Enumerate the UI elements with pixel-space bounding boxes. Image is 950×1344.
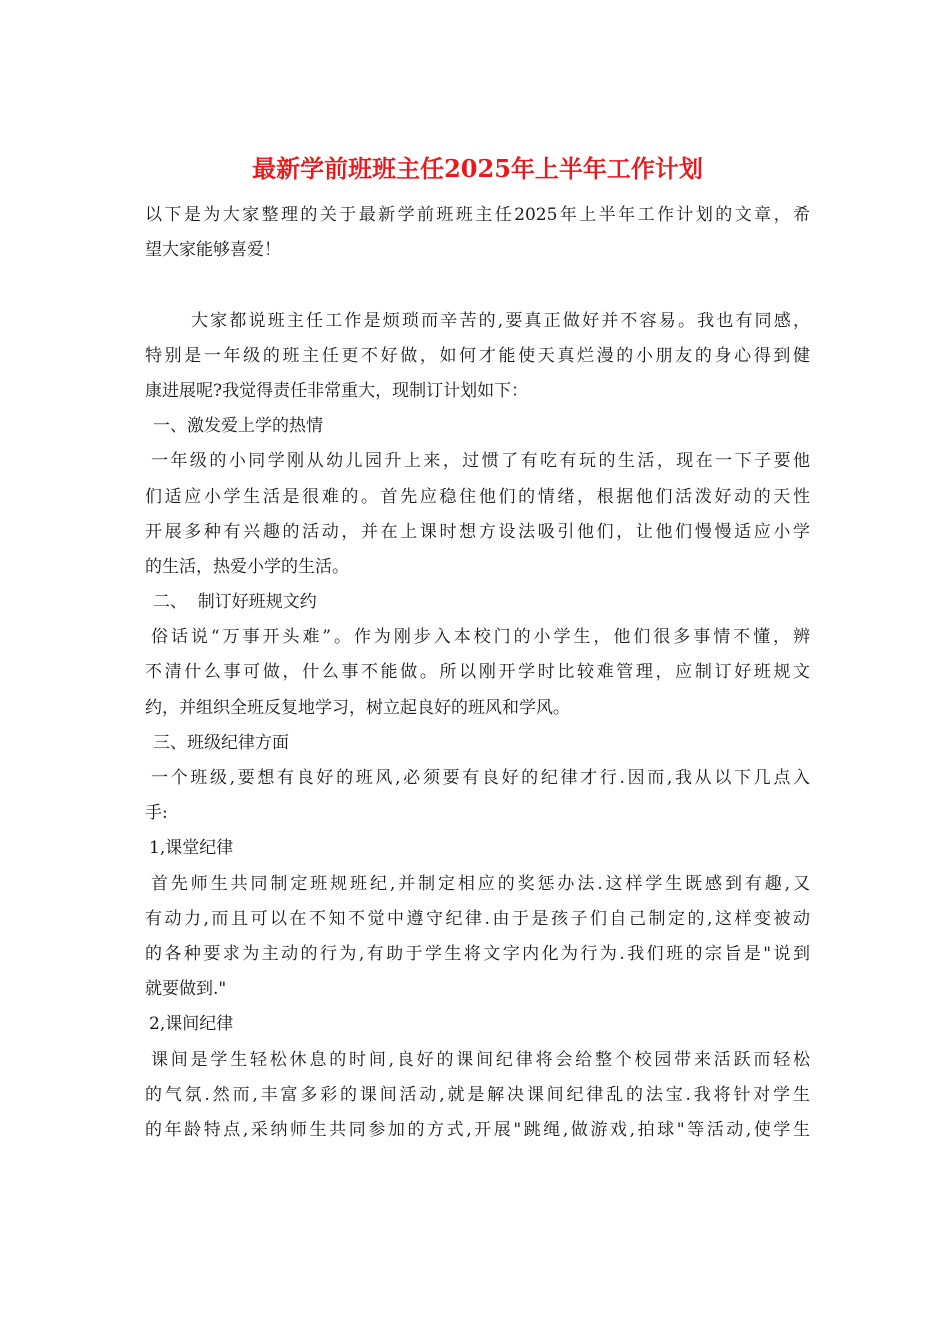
text-line: 一个班级,要想有良好的班风,必须要有良好的纪律才行.因而,我从以下几点入 (151, 768, 810, 788)
paragraph-section-1 (145, 444, 810, 585)
text-line: 们适应小学生活是很难的。首先应稳住他们的情绪，根据他们活泼好动的天性 (145, 486, 810, 507)
text-line: 俗话说“万事开头难”。作为刚步入本校门的小学生，他们很多事情不懂，辨 (151, 627, 810, 648)
paragraph-break-discipline (145, 1043, 810, 1149)
blank-line (145, 268, 810, 303)
document-title: 最新学前班班主任2025年上半年工作计划 (252, 154, 703, 183)
text-line: 的各种要求为主动的行为,有助于学生将文字内化为行为.我们班的宗旨是"说到 (145, 943, 810, 964)
text-line: 手: (145, 803, 168, 824)
text-line: 课间是学生轻松休息的时间,良好的课间纪律将会给整个校园带来活跃而轻松 (151, 1049, 810, 1070)
text-line: 康进展呢?我觉得责任非常重大，现制订计划如下： (145, 380, 529, 401)
section-heading-3: 三、班级纪律方面 (153, 732, 289, 753)
text-line: 特别是一年级的班主任更不好做，如何才能使天真烂漫的小朋友的身心得到健 (145, 345, 810, 366)
paragraph-section-2 (145, 620, 810, 726)
intro-paragraph (145, 198, 810, 268)
text-line: 就要做到." (145, 979, 227, 1000)
section-heading-1: 一、激发爱上学的热情 (153, 416, 323, 437)
subheading-2: 2,课间纪律 (149, 1014, 234, 1035)
text-line: 的生活，热爱小学的生活。 (145, 556, 349, 577)
text-line: 有动力,而且可以在不知不觉中遵守纪律.由于是孩子们自己制定的,这样变被动 (145, 908, 810, 929)
text-line: 首先师生共同制定班规班纪,并制定相应的奖惩办法.这样学生既感到有趣,又 (151, 873, 810, 894)
text-line: 一年级的小同学刚从幼儿园升上来，过惯了有吃有玩的生活，现在一下子要他 (151, 451, 810, 472)
text-line: 约，并组织全班反复地学习，树立起良好的班风和学风。 (145, 697, 570, 718)
text-line: 望大家能够喜爱！ (145, 240, 281, 261)
text-line: 以下是为大家整理的关于最新学前班班主任2025年上半年工作计划的文章，希 (145, 205, 810, 225)
paragraph-section-3 (145, 761, 810, 831)
text-line: 开展多种有兴趣的活动，并在上课时想方设法吸引他们，让他们慢慢适应小学 (145, 521, 810, 542)
text-line: 的年龄特点,采纳师生共同参加的方式,开展"跳绳,做游戏,拍球"等活动,使学生 (145, 1119, 810, 1140)
text-line: 的气氛.然而,丰富多彩的课间活动,就是解决课间纪律乱的法宝.我将针对学生 (145, 1084, 810, 1105)
paragraph-opening (145, 304, 810, 410)
text-line: 大家都说班主任工作是烦琐而辛苦的,要真正做好并不容易。我也有同感， (191, 310, 810, 331)
subheading-1: 1,课堂纪律 (149, 838, 234, 859)
paragraph-classroom-discipline (145, 867, 810, 1008)
text-line: 不清什么事可做，什么事不能做。所以刚开学时比较难管理，应制订好班规文 (145, 662, 810, 683)
section-heading-2: 二、 制订好班规文约 (153, 592, 317, 613)
document-page (145, 150, 810, 1148)
